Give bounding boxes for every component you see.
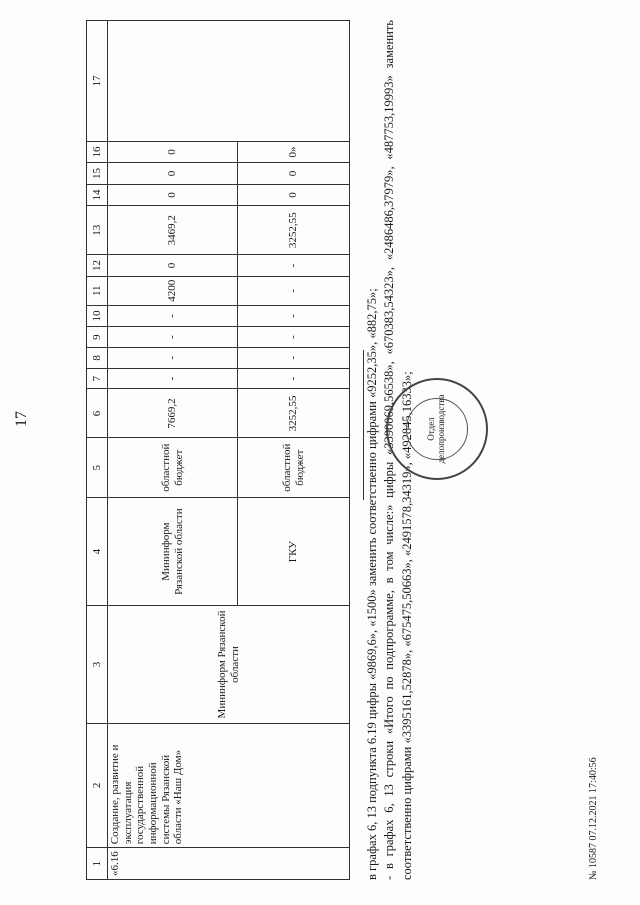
funding-source: областной бюджет	[238, 438, 350, 497]
value-cell: 0	[238, 163, 350, 184]
header-cell: 2	[87, 723, 108, 848]
value-cell: -	[108, 368, 238, 389]
header-cell: 8	[87, 347, 108, 368]
funding-source: областной бюджет	[108, 438, 238, 497]
value-cell: -	[238, 347, 350, 368]
amendment-line-2: - в графах 6, 13 строки «Итого по подпрограмме, в том числе:» цифры «3390069,56538», «670383,54323», «2486486,37979», «487753,19993» заменить соответственно цифрами «3395161,52878», «675475,50663», «2491578,34319», «492845,16333»;	[382, 20, 414, 880]
value-cell: 3252,55	[238, 389, 350, 438]
value-cell: -	[108, 305, 238, 326]
value-cell: 0»	[238, 141, 350, 162]
value-cell: -	[238, 368, 350, 389]
value-cell: -	[108, 347, 238, 368]
value-cell: 0	[108, 163, 238, 184]
header-cell: 4	[87, 497, 108, 606]
value-cell: -	[238, 255, 350, 276]
header-cell: 17	[87, 21, 108, 142]
measure-name: Создание, развитие и эксплуатация государственной информационной системы Рязанской области «Наш Дом»	[108, 723, 350, 848]
registration-number: № 10587 07.12.2021 17:40:56	[588, 757, 599, 880]
budget-table	[86, 20, 350, 880]
value-cell: 3469,2	[108, 206, 238, 255]
header-cell: 1	[87, 848, 108, 880]
value-cell: -	[238, 327, 350, 348]
value-cell: 4200	[108, 276, 238, 305]
header-cell: 14	[87, 184, 108, 205]
amendment-line-1: в графах 6, 13 подпункта 6.19 цифры «9869,6», «1500» заменить соответственно цифрами «9252,35», «882,75»;	[365, 288, 379, 880]
header-cell: 15	[87, 163, 108, 184]
responsible-executor: Мининформ Рязанской области	[108, 606, 350, 723]
value-cell: 0	[108, 184, 238, 205]
header-cell: 16	[87, 141, 108, 162]
header-cell: 5	[87, 438, 108, 497]
value-cell: 7669,2	[108, 389, 238, 438]
value-cell: -	[238, 276, 350, 305]
value-cell	[108, 21, 350, 142]
row-number: «6.16	[108, 848, 350, 880]
header-cell: 6	[87, 389, 108, 438]
value-cell: 0	[108, 141, 238, 162]
signature-line	[363, 350, 364, 500]
table-header-row	[87, 21, 108, 880]
value-cell: -	[108, 327, 238, 348]
header-cell: 7	[87, 368, 108, 389]
header-cell: 10	[87, 305, 108, 326]
value-cell: 0	[238, 184, 350, 205]
recipient: Мининформ Рязанской области	[108, 497, 238, 606]
table-row	[108, 21, 238, 880]
stamp-inner-ring: Отдел делопроизводства	[406, 398, 468, 460]
header-cell: 3	[87, 606, 108, 723]
value-cell: -	[238, 305, 350, 326]
official-stamp-icon	[386, 378, 488, 480]
value-cell: 0	[108, 255, 238, 276]
header-cell: 9	[87, 327, 108, 348]
header-cell: 13	[87, 206, 108, 255]
header-cell: 11	[87, 276, 108, 305]
rotated-page-content	[28, 20, 628, 880]
header-cell: 12	[87, 255, 108, 276]
value-cell: 3252,55	[238, 206, 350, 255]
recipient: ГКУ	[238, 497, 350, 606]
page-number: 17	[13, 411, 30, 427]
